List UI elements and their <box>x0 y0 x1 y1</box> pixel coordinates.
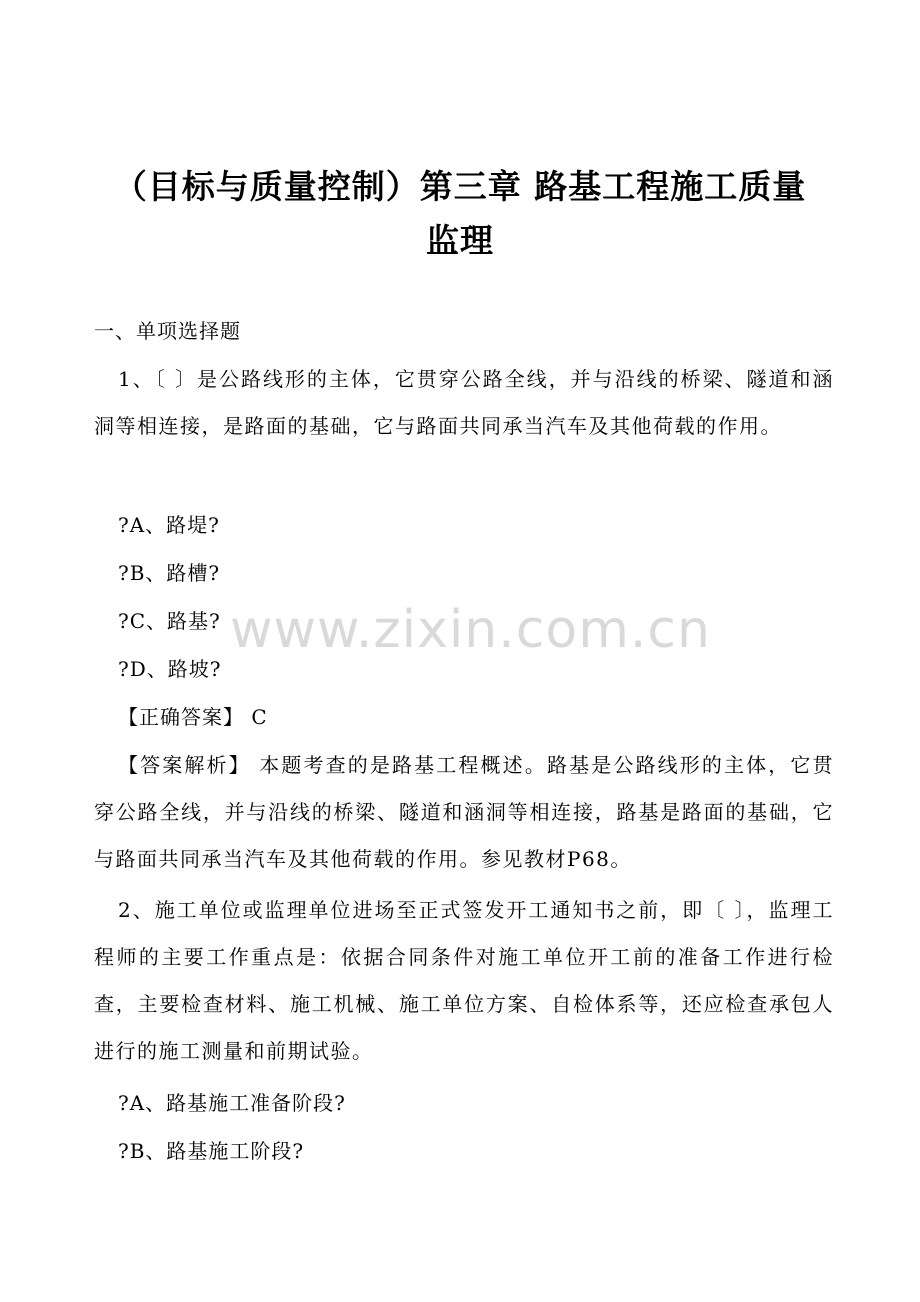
watermark: www.zixin.com.cn <box>230 600 711 660</box>
question-1-option-a: ?A、路堤? <box>118 513 220 537</box>
document-title <box>60 160 860 268</box>
title-line-2: 监理 <box>426 221 494 260</box>
section-heading: 一、单项选择题 <box>94 319 241 343</box>
question-1-answer: 【正确答案】 C <box>118 705 268 729</box>
question-1-stem: 1、〔 〕是公路线形的主体，它贯穿公路全线，并与沿线的桥梁、隧道和涵洞等相连接，是路面的基础，它与路面共同承当汽车及其他荷载的作用。 <box>94 367 834 438</box>
question-1-option-c: ?C、路基? <box>118 609 221 633</box>
question-1-analysis: 【答案解析】 本题考查的是路基工程概述。路基是公路线形的主体，它贯穿公路全线，并与沿线的桥梁、隧道和涵洞等相连接，路基是路面的基础，它与路面共同承当汽车及其他荷载的作用。参见教材P68。 <box>94 753 834 871</box>
title-line-1: （目标与质量控制）第三章 路基工程施工质量 <box>113 167 807 206</box>
question-2-stem: 2、施工单位或监理单位进场至正式签发开工通知书之前，即〔 〕，监理工程师的主要工作重点是：依据合同条件对施工单位开工前的准备工作进行检查，主要检查材料、施工机械、施工单位方案、自检体系等，还应检查承包人进行的施工测量和前期试验。 <box>94 898 834 1063</box>
question-2-option-b: ?B、路基施工阶段? <box>118 1139 305 1163</box>
question-2-option-a: ?A、路基施工准备阶段? <box>118 1091 346 1115</box>
question-1-option-b: ?B、路槽? <box>118 561 221 585</box>
question-1-option-d: ?D、路坡? <box>118 657 222 681</box>
